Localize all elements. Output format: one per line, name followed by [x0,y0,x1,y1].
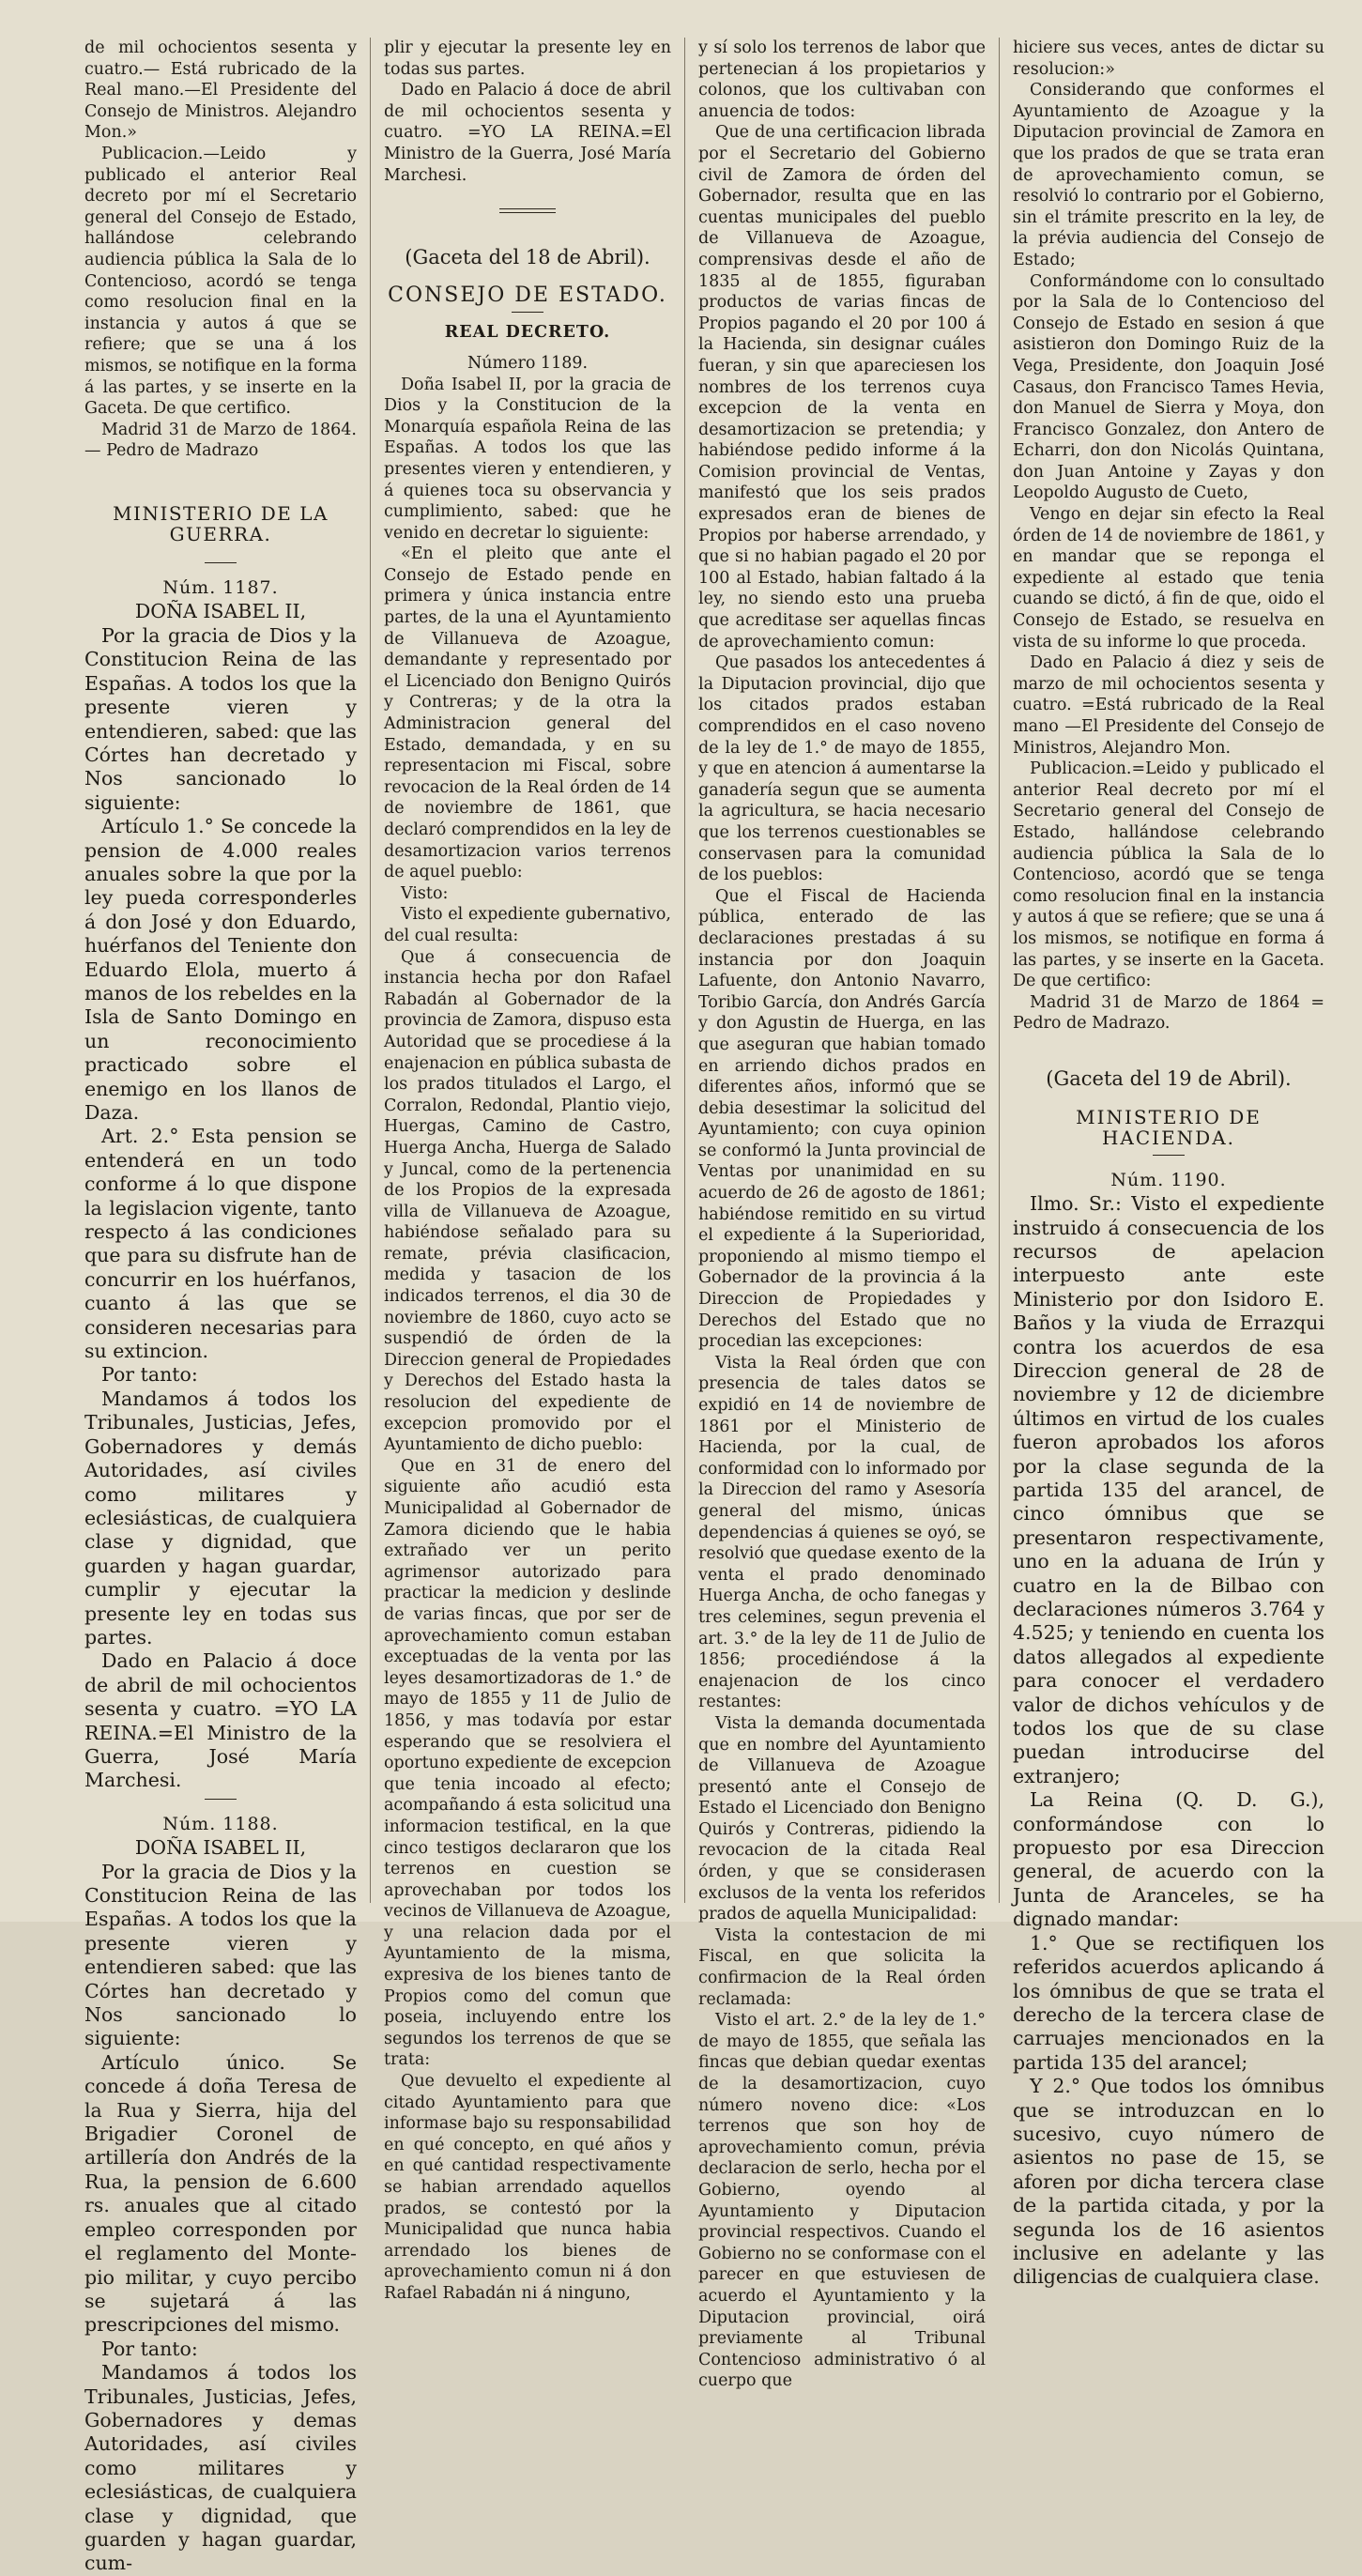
paragraph: Visto: [401,883,449,903]
decree-number: Número 1189. [467,353,589,373]
paragraph: Visto el art. 2.° de la ley de 1.° de mayo de 1855, que señala las fincas que debian quedar exentas de la desamortizacion, cuyo número noveno dice: «Los terrenos que son hoy de aprovechamiento comun, prévia declaracion de serlo, hecha por el Gobierno, oyendo al Ayuntamiento y Diputacion provincial respectivos. Cuando el Gobierno no se conformase con el parecer en que estuviesen de acuerdo el Ayuntamiento y la Diputacion provincial, oirá previamente al Tribunal Contencioso administrativo ó al cuerpo que [698,2011,986,2391]
column-1 [84,38,371,2575]
paragraph: Y 2.° Que todos los ómnibus que se introduzcan en lo sucesivo, cuyo número de asientos no pase de 15, se aforen por dicha tercera clase de la partida citada, y por la segunda los de 16 asientos inclusive en adelante y las diligencias de cualquiera clase. [1013,2075,1324,2289]
section-subtitle: REAL DECRETO. [444,323,611,343]
paragraph: Que el Fiscal de Hacienda pública, enterado de las declaraciones prestadas á su instancia por don Joaquin Lafuente, don Antonio Navarro, Toribio García, don Andrés García y don Agustin de Huerga, en las que aseguran que habian tomado en arriendo dichos prados en diferentes años, informó que se debia desestimar la solicitud del Ayuntamiento; con cuya opinion se conformó la Junta provincial de Ventas por unanimidad en su acuerdo de 26 de agosto de 1861; habiéndose remitido en su virtud el expediente á la Superioridad, proponiendo al mismo tiempo el Gobernador de la provincia á la Direccion de Propiedades y Derechos del Estado que no procedian las excepciones: [698,886,986,1352]
divider [512,312,543,313]
paragraph: Por la gracia de Dios y la Constitucion Reina de las Españas. A todos los que la presente vieren y entendieren sabed: que las Córtes han decretado y Nos sancionado lo siguiente: [84,1860,357,2050]
paragraph: Vengo en dejar sin efecto la Real órden de 14 de noviembre de 1861, y en mandar que se reponga el expediente al estado que tenia cuando se dictó, á fin de que, oido el Consejo de Estado, se resuelva en vista de su informe lo que proceda. [1013,505,1324,652]
decree-number: Núm. 1190. [1110,1169,1227,1190]
paragraph: Visto el expediente gubernativo, del cual resulta: [384,905,671,945]
column-3 [685,38,1000,2391]
paragraph: Dado en Palacio á doce de abril de mil ochocientos sesenta y cuatro. =YO LA REINA.=El Ministro de la Guerra, José María Marchesi. [84,1649,357,1792]
paragraph: Publicacion.=Leido y publicado el anterior Real decreto por mí el Secretario general del Consejo de Estado, hallándose celebrando audiencia pública la Sala de lo Contencioso, acordó que se tenga como resolucion final en la instancia y autos á que se refiere; que se una á los mismos, se notifique en forma á las partes, y se inserte en la Gaceta. De que certifico: [1013,759,1324,991]
paragraph: Dado en Palacio á doce de abril de mil ochocientos sesenta y cuatro. =YO LA REINA.=El Ministro de la Guerra, José María Marchesi. [384,81,671,185]
paragraph: Que devuelto el expediente al citado Ayuntamiento para que informase bajo su responsabilidad en qué concepto, en qué años y en qué cantidad respectivamente se habian arrendado aquellos prados, se contestó por la Municipalidad que nunca habia arrendado los bienes de aprovechamiento comun ni á don Rafael Rabadán ni á ninguno, [384,2072,671,2303]
paragraph: La Reina (Q. D. G.), conformándose con lo propuesto por esa Direccion general, de acuerdo con la Junta de Aranceles, se ha dignado mandar: [1013,1788,1324,1931]
paragraph: de mil ochocientos sesenta y cuatro.— Está rubricado de la Real mano.—El Presidente del Consejo de Ministros. Alejandro Mon.» [84,38,357,143]
decree-heading: DOÑA ISABEL II, [134,600,307,623]
gaceta-date: (Gaceta del 19 de Abril). [1046,1066,1292,1090]
decree-heading: DOÑA ISABEL II, [134,1836,307,1860]
paragraph: Por tanto: [101,2337,198,2360]
decree-number: Núm. 1187. [162,577,279,599]
paragraph: Que en 31 de enero del siguiente año acudió esta Municipalidad al Gobernador de Zamora diciendo que le habia extrañado ver un perito agrimensor autorizado para practicar la medicion y deslinde de varias fincas, que por ser de aprovechamiento comun estaban exceptuadas de la venta por las leyes desamortizadoras de 1.° de mayo de 1855 y 11 de Julio de 1856, y mas todavía por estar esperando que se resolviera el oportuno expediente de excepcion que tenia incoado al efecto; acompañando á esta solicitud una informacion testifical, en la que cinco testigos declararon que los terrenos en cuestion se aprovechaban por todos los vecinos de Villanueva de Azoague, y una relacion dada por el Ayuntamiento de la misma, expresiva de los bienes tanto de Propios como del comun que poseia, incluyendo entre los segundos los terrenos de que se trata: [384,1456,671,2070]
divider [205,1799,237,1800]
paragraph: Madrid 31 de Marzo de 1864 = Pedro de Madrazo. [1013,992,1324,1034]
paragraph: Madrid 31 de Marzo de 1864.— Pedro de Madrazo [84,420,357,461]
paragraph: Que de una certificacion librada por el Secretario del Gobierno civil de Zamora de órden del Gobernador, resulta que en las cuentas municipales del pueblo de Villanueva de Azoague, comprensivas desde el año de 1835 al de 1855, figuraban productos de varias fincas de Propios pagando el 20 por 100 á la Hacienda, sin designar cuáles fueran, y sin que apareciesen los nombres de los terrenos cuya excepcion de la venta en desamortizacion se pretendia; y habiéndose pedido informe á la Comision provincial de Ventas, manifestó que los seis prados expresados eran de bienes de Propios por haberse arrendado, y que si no habian pagado el 20 por 100 al Estado, habian faltado á la ley, no siendo esto una prueba que acreditase ser aquellas fincas de aprovechamiento comun: [698,123,986,652]
paragraph: «En el pleito que ante el Consejo de Estado pende en primera y única instancia entre partes, de la una el Ayuntamiento de Villanueva de Azoague, demandante y representado por el Licenciado don Benigno Quirós y Contreras; y de la otra la Administracion general del Estado, demandada, y en su representacion mi Fiscal, sobre revocacion de la Real órden de 14 de noviembre de 1861, que declaró comprendidos en la ley de desamortizacion varios terrenos de aquel pueblo: [384,544,671,882]
gaceta-date: (Gaceta del 18 de Abril). [405,246,650,269]
ministry-heading: MINISTERIO DE HACIENDA. [1076,1105,1262,1150]
paragraph: Dado en Palacio á diez y seis de marzo de mil ochocientos sesenta y cuatro. =Está rubricado de la Real mano —El Presidente del Consejo de Ministros, Alejandro Mon. [1013,653,1324,758]
paragraph: Considerando que conformes el Ayuntamiento de Azoague y la Diputacion provincial de Zamora en que los prados de que se trata eran de aprovechamiento comun, se resolvió lo contrario por el Gobierno, sin el trámite prescrito en la ley, de la prévia audiencia del Consejo de Estado; [1013,81,1324,269]
paragraph: Mandamos á todos los Tribunales, Justicias, Jefes, Gobernadores y demas Autoridades, así civiles como militares y eclesiásticas, de cualquiera clase y dignidad, que guarden y hagan guardar, cum- [84,2361,357,2575]
paragraph: Doña Isabel II, por la gracia de Dios y la Constitucion de la Monarquía española Reina de las Españas. A todos los que las presentes vieren y entendieren, y á quienes toca su observancia y cumplimiento, sabed: que he venido en decretar lo siguiente: [384,375,671,543]
paragraph: Mandamos á todos los Tribunales, Justicias, Jefes, Gobernadores y demás Autoridades, así civiles como militares y eclesiásticas, de cualquiera clase y dignidad, que guarden y hagan guardar, cumplir y ejecutar la presente ley en todas sus partes. [84,1387,357,1648]
ministry-heading: MINISTERIO DE LA GUERRA. [113,501,329,546]
paragraph: Vista la Real órden que con presencia de tales datos se expidió en 14 de noviembre de 1861 por el Ministerio de Hacienda, por la cual, de conformidad con lo informado por la Direccion del ramo y Asesoría general del mismo, únicas dependencias á quienes se oyó, se resolvió que quedase exento de la venta el prado denominado Huerga Ancha, de ocho fanegas y tres celemines, segun prevenia el art. 3.° de la ley de 11 de Julio de 1856; procediéndose á la enajenacion de los cinco restantes: [698,1353,986,1712]
paragraph: Publicacion.—Leido y publicado el anterior Real decreto por mí el Secretario general del Consejo de Estado, hallándose celebrando audiencia pública la Sala de lo Contencioso, acordó se tenga como resolucion final en la instancia y autos á que se refiere; que se una á los mismos, se notifique en la forma á las partes, y se inserte en la Gaceta. De que certifico. [84,144,357,419]
column-4 [1000,38,1324,2289]
paragraph: Vista la demanda documentada que en nombre del Ayuntamiento de Villanueva de Azoague presentó ante el Consejo de Estado el Licenciado don Benigno Quirós y Contreras, pidiendo la revocacion de la citada Real órden, y que se considerasen exclusos de la venta los referidos prados de aquella Municipalidad: [698,1713,986,1924]
paragraph: Ilmo. Sr.: Visto el expediente instruido á consecuencia de los recursos de apelacion interpuesto ante este Ministerio por don Isidoro E. Baños y la viuda de Errazqui contra los acuerdos de esa Direccion general de 28 de noviembre y 12 de diciembre últimos en virtud de los cuales fueron aprobados los aforos por la clase segunda de la partida 135 del arancel, de cinco ómnibus que se presentaron respectivamente, uno en la aduana de Irún y cuatro en la de Bilbao con declaraciones números 3.764 y 4.525; y teniendo en cuenta los datos allegados al expediente para conocer el verdadero valor de dichos vehículos y de todos los que de su clase puedan introducirse del extranjero; [1013,1192,1324,1787]
divider [1153,1155,1185,1156]
divider [499,208,556,213]
paragraph: Conformándome con lo consultado por la Sala de lo Contencioso del Consejo de Estado en sesion á que asistieron don Domingo Ruiz de la Vega, Presidente, don Joaquin José Casaus, don Francisco Tames Hevia, don Manuel de Sierra y Moya, don Francisco Gonzalez, don Antero de Echarri, don don Nicolás Quintana, don Juan Antoine y Zayas y don Leopoldo Augusto de Cueto, [1013,271,1324,503]
paragraph: Art. 2.° Esta pension se entenderá en un todo conforme á lo que dispone la legislacion vigente, tanto respecto á las condiciones que para su disfrute han de concurrir en los huérfanos, cuanto á las que se consideren necesarias para su extincion. [84,1125,357,1363]
decree-number: Núm. 1188. [162,1813,279,1834]
paragraph: hiciere sus veces, antes de dictar su resolucion:» [1013,38,1324,79]
section-title: CONSEJO DE ESTADO. [388,283,667,307]
paragraph: Artículo único. Se concede á doña Teresa de la Rua y Sierra, hija del Brigadier Coronel de artillería don Andrés de la Rua, la pension de 6.600 rs. anuales que al citado empleo corresponden por el reglamento del Monte-pio militar, y cuyo percibo se sujetará á las prescripciones del mismo. [84,2050,357,2337]
paragraph: Artículo 1.° Se concede la pension de 4.000 reales anuales sobre la que por la ley pueda corresponderles á don José y don Eduardo, huérfanos del Teniente don Eduardo Elola, muerto á manos de los rebeldes en la Isla de Santo Domingo en un reconocimiento practicado sobre el enemigo en los llanos de Daza. [84,815,357,1124]
paragraph: Por tanto: [101,1363,198,1387]
column-2 [371,38,685,2303]
paragraph: Que pasados los antecedentes á la Diputacion provincial, dijo que los citados prados estaban comprendidos en el caso noveno de la ley de 1.° de mayo de 1855, y que en atencion á aumentarse la ganadería segun que se aumenta la agricultura, se hacia necesario que los terrenos cuestionables se conservasen para la comunidad de los pueblos: [698,653,986,885]
paragraph: 1.° Que se rectifiquen los referidos acuerdos aplicando á los ómnibus de que se trata el derecho de la tercera clase de carruajes mencionados en la partida 135 del arancel; [1013,1931,1324,2074]
paragraph: plir y ejecutar la presente ley en todas sus partes. [384,38,671,79]
paragraph: Por la gracia de Dios y la Constitucion Reina de las Españas. A todos los que la presente vieren y entendieren, sabed: que las Córtes han decretado y Nos sancionado lo siguiente: [84,623,357,814]
paragraph: Que á consecuencia de instancia hecha por don Rafael Rabadán al Gobernador de la provincia de Zamora, dispuso esta Autoridad que se procediese á la enajenacion en pública subasta de los prados titulados el Largo, el Corralon, Redondal, Plantio viejo, Huergas, Camino de Castro, Huerga Ancha, Huerga de Salado y Juncal, como de la pertenencia de los Propios de la expresada villa de Villanueva de Azoague, habiéndose señalado para su remate, prévia clasificacion, medida y tasacion de los indicados terrenos, el dia 30 de noviembre de 1860, cuyo acto se suspendió de órden de la Direccion general de Propiedades y Derechos del Estado hasta la resolucion del expediente de excepcion promovido por el Ayuntamiento de dicho pueblo: [384,947,671,1455]
divider [205,562,237,563]
paragraph: y sí solo los terrenos de labor que pertenecian á los propietarios y colonos, que los cultivaban con anuencia de todos: [698,38,986,121]
paragraph: Vista la contestacion de mi Fiscal, en que solicita la confirmacion de la Real órden reclamada: [698,1925,986,2009]
